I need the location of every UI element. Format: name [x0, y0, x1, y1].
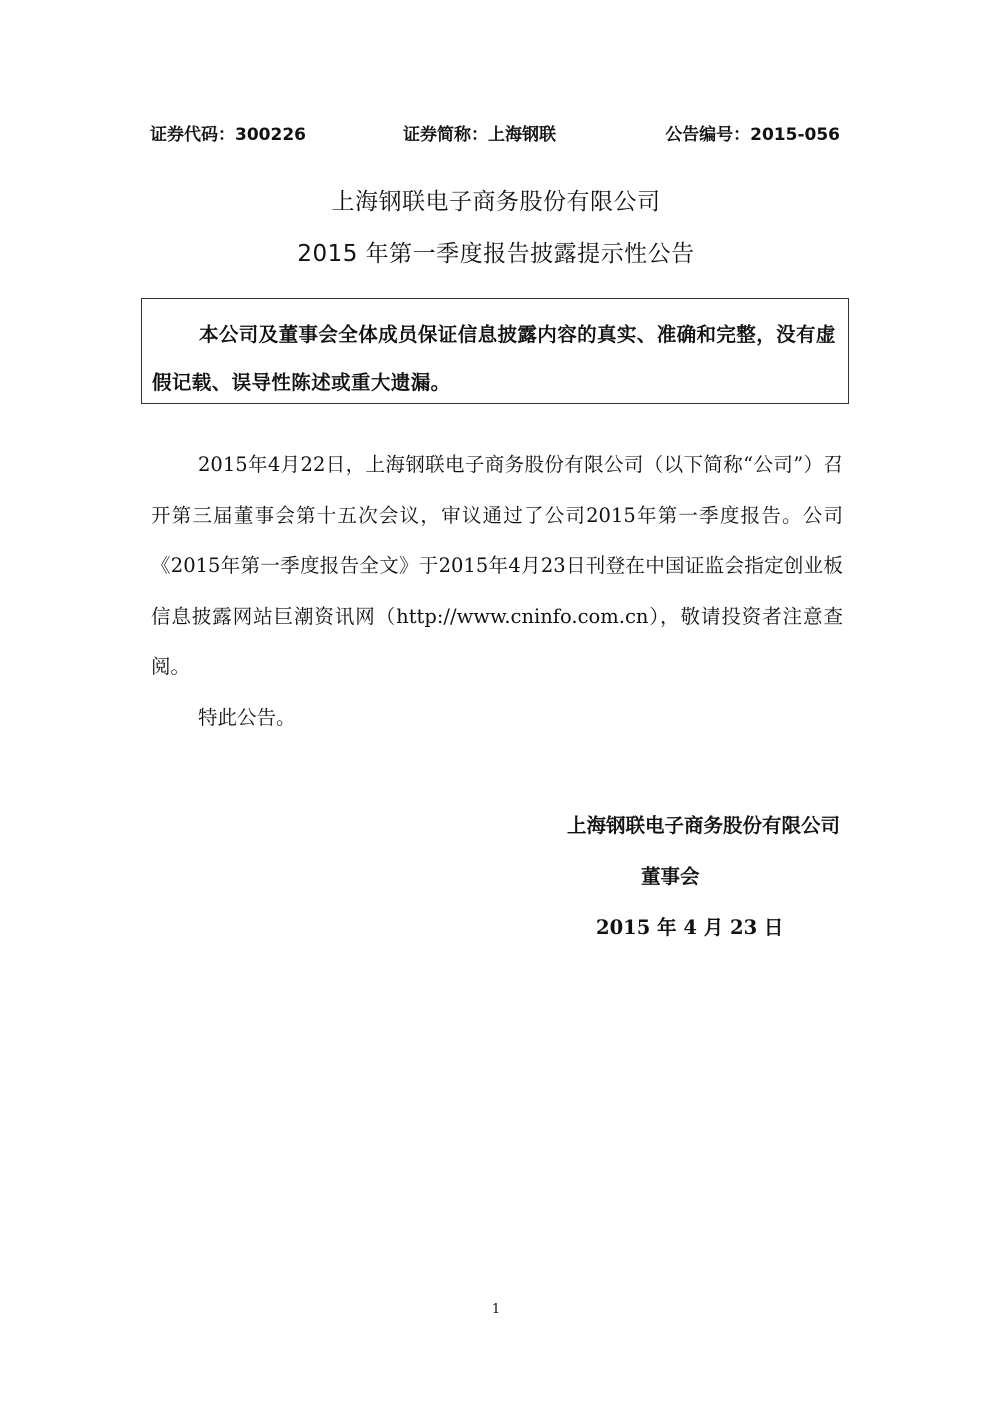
page-number: 1: [491, 1302, 501, 1317]
disclosure-notice-text: 本公司及董事会全体成员保证信息披露内容的真实、准确和完整，没有虚假记载、误导性陈述或重大遗漏。: [152, 323, 836, 394]
stock-code: 证券代码：300226: [150, 125, 306, 145]
announcement-number: 公告编号：2015-056: [665, 125, 840, 145]
signature-board: 董事会: [641, 865, 700, 888]
closing-remark: 特此公告。: [198, 705, 296, 729]
signature-company: 上海钢联电子商务股份有限公司: [566, 814, 840, 837]
announcement-title: 2015 年第一季度报告披露提示性公告: [297, 241, 695, 267]
stock-name: 证券简称：上海钢联: [403, 125, 556, 145]
body-paragraph: 2015年4月22日，上海钢联电子商务股份有限公司（以下简称“公司”）召开第三届董事会第十五次会议，审议通过了公司2015年第一季度报告。公司《2015年第一季度报告全文》于2015年4月23日刊登在中国证监会指定创业板信息披露网站巨潮资讯网（http://www.cninfo.com.cn），敬请投资者注意查阅。: [151, 453, 843, 678]
announcement-body: [151, 440, 843, 743]
disclosure-notice-box: [141, 298, 849, 404]
signature-date: 2015 年 4 月 23 日: [596, 916, 784, 939]
company-title: 上海钢联电子商务股份有限公司: [331, 189, 661, 215]
announcement-header: [150, 120, 840, 148]
